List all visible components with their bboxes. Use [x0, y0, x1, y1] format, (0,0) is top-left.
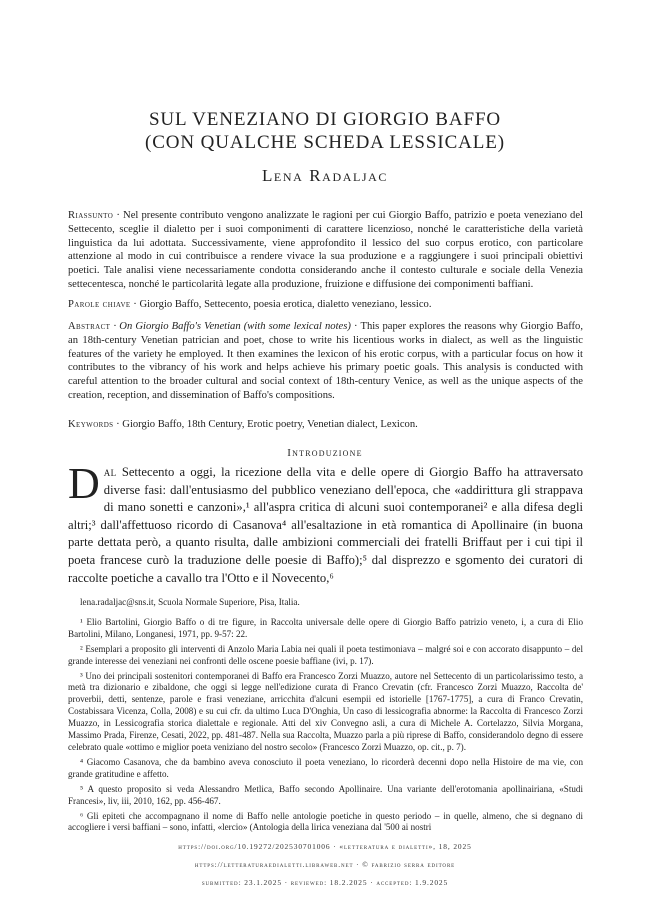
abstract-title: · On Giorgio Baffo's Venetian (with some lexical notes) [110, 321, 351, 332]
keywords-it-block [68, 298, 583, 312]
footnote-1: ¹ Elio Bartolini, Giorgio Baffo o di tre figure, in Raccolta universale delle opere di Giorgio Baffo patrizio veneto, i, a cura di Elio Bartolini, Milano, Longanesi, 1971, pp. 9-57: 22. [68, 616, 583, 639]
body-paragraph [68, 459, 583, 587]
riassunto-label: Riassunto [68, 210, 114, 221]
body-first-word: al [103, 465, 117, 479]
parole-chiave-text: · Giorgio Baffo, Settecento, poesia erotica, dialetto veneziano, lessico. [130, 299, 432, 310]
footnote-5: ⁵ A questo proposito si veda Alessandro Metlica, Baffo secondo Apollinaire. Una variante dell'erotomania apollinairiana, «Studi Francesi», liv, iii, 2010, 162, pp. 456-467. [68, 783, 583, 806]
abstract-text: · This paper explores the reasons why Giorgio Baffo, an 18th-century Venetian patrician and poet, chose to write his licentious works in dialect, as well as the linguistic features of the variety he employed. It then examines the lexicon of his erotic corpus, with a particular focus on how it contributes to the vibrancy of his work and helps achieve his primary poetic goals. This analysis is conducted with careful attention to the broader cultural and social context of 18th-century Venice, as well as the unique aspects of the creation, reception, and dissemination of Baffo's compositions. [68, 321, 584, 401]
footer-publisher-line: https://letteraturaedialetti.libraweb.net · © fabrizio serra editore [194, 860, 456, 869]
section-heading-introduzione: Introduzione [287, 447, 363, 459]
article-title-line-2: (CON QUALCHE SCHEDA LESSICALE) [144, 132, 506, 153]
author-name: Lena Radaljac [261, 166, 389, 185]
drop-cap: D [68, 459, 100, 508]
abstract-label: Abstract [68, 321, 111, 332]
abstract-block [68, 320, 583, 403]
footnotes [68, 597, 583, 837]
keywords-en-block [68, 418, 583, 432]
article-title-line-1: SUL VENEZIANO DI GIORGIO BAFFO [148, 109, 502, 130]
footer-doi-line: https://doi.org/10.19272/202530701006 · «letteratura e dialetti», 18, 2025 [178, 842, 472, 851]
footnote-2: ² Esemplari a proposito gli interventi di Anzolo Maria Labia nei quali il poeta testimoniava – malgré soi e con accorato disappunto – del grande interesse dei veneziani nei confronti delle oscene poesie baffiane (ivi, p. 17). [68, 643, 583, 666]
parole-chiave-label: Parole chiave [68, 299, 131, 310]
body-text: Settecento a oggi, la ricezione della vita e delle opere di Giorgio Baffo ha attraversato diverse fasi: dall'entusiasmo del pubblico veneziano dell'epoca, che «addirittura gli strappava di mano sonetti e canzoni»,¹ all'aspra critica di alcuni suoi contemporanei² e alla difesa degli altri;³ dall'affettuoso ricordo di Casanova⁴ all'esaltazione in età romantica di Apollinaire (in buona parte dettata però, a quanto risulta, dalle ambizioni commerciali dei fratelli Briffaut per i cui tipi il poeta francese curò la traduzione delle poesie di Baffo);⁵ dal disprezzo e sgomento dei curatori di raccolte poetiche a cavallo tra l'Otto e il Novecento,⁶ [68, 465, 583, 585]
keywords-text: · Giorgio Baffo, 18th Century, Erotic poetry, Venetian dialect, Lexicon. [113, 419, 418, 430]
author-affiliation: lena.radaljac@sns.it, Scuola Normale Superiore, Pisa, Italia. [80, 597, 300, 607]
footnote-6: ⁶ Gli epiteti che accompagnano il nome di Baffo nelle antologie poetiche in questo periodo – in quelle, almeno, che si degnano di accogliere i versi baffiani – sono, infatti, «lercio» (Antologia della lirica veneziana dal '500 ai nostri [68, 810, 583, 833]
keywords-label: Keywords [68, 419, 114, 430]
footnote-3: ³ Uno dei principali sostenitori contemporanei di Baffo era Francesco Zorzi Muazzo, autore nel Settecento di un particolarissimo testo, a metà tra dizionario e zibaldone, che oggi si legge nell'edizione curata di Franco Crevatin (cfr. Francesco Zorzi Muazzo, Raccolta de' proverbii, detti, sentenze, parole e frasi veneziane, arricchita d'alcuni esempii ed istorielle [1767-1775], a cura di Franco Crevatin, Costabissara Vicenza, Colla, 2008) e su cui cfr. da ultimo Luca D'Onghia, Un caso di lessicografia abnorme: la Raccolta di Francesco Zorzi Muazzo, in Lessicografia storica dialettale e regionale. Atti del xiv Convegno asli, a cura di Michele A. Cortelazzo, Silvia Morgana, Massimo Prada, Firenze, Cesati, 2022, pp. 481-487. Nella sua Raccolta, Muazzo parla a più riprese di Baffo, considerandolo degno di essere celebrato quale «ottimo e miglior poeta veniziano del nostro secolo» (Francesco Zorzi Muazzo, op. cit., p. 7). [68, 670, 583, 752]
footnote-4: ⁴ Giacomo Casanova, che da bambino aveva conosciuto il poeta veneziano, lo ricorderà decenni dopo nella Histoire de ma vie, con grande gratitudine e affetto. [68, 756, 583, 779]
riassunto-block [68, 209, 583, 292]
riassunto-text: · Nel presente contributo vengono analizzate le ragioni per cui Giorgio Baffo, patrizio e poeta veneziano del Settecento, sceglie il dialetto per i suoi componimenti di carattere licenzioso, nonché le caratteristiche della varietà linguistica da lui adottata. Successivamente, viene approfondito il lessico del suo corpus erotico, con particolare attenzione al modo in cui contribuisce a rendere vivace la sua produzione e a raggiungere i suoi principali obiettivi poetici. Tale analisi viene necessariamente condotta considerando anche il contesto culturale e sociale della Venezia settecentesca, nonché le particolarità legate alla produzione, fruizione e diffusione dei componimenti baffiani. [68, 210, 583, 290]
footer-dates-line: submitted: 23.1.2025 · reviewed: 18.2.2025 · accepted: 1.9.2025 [201, 878, 449, 887]
